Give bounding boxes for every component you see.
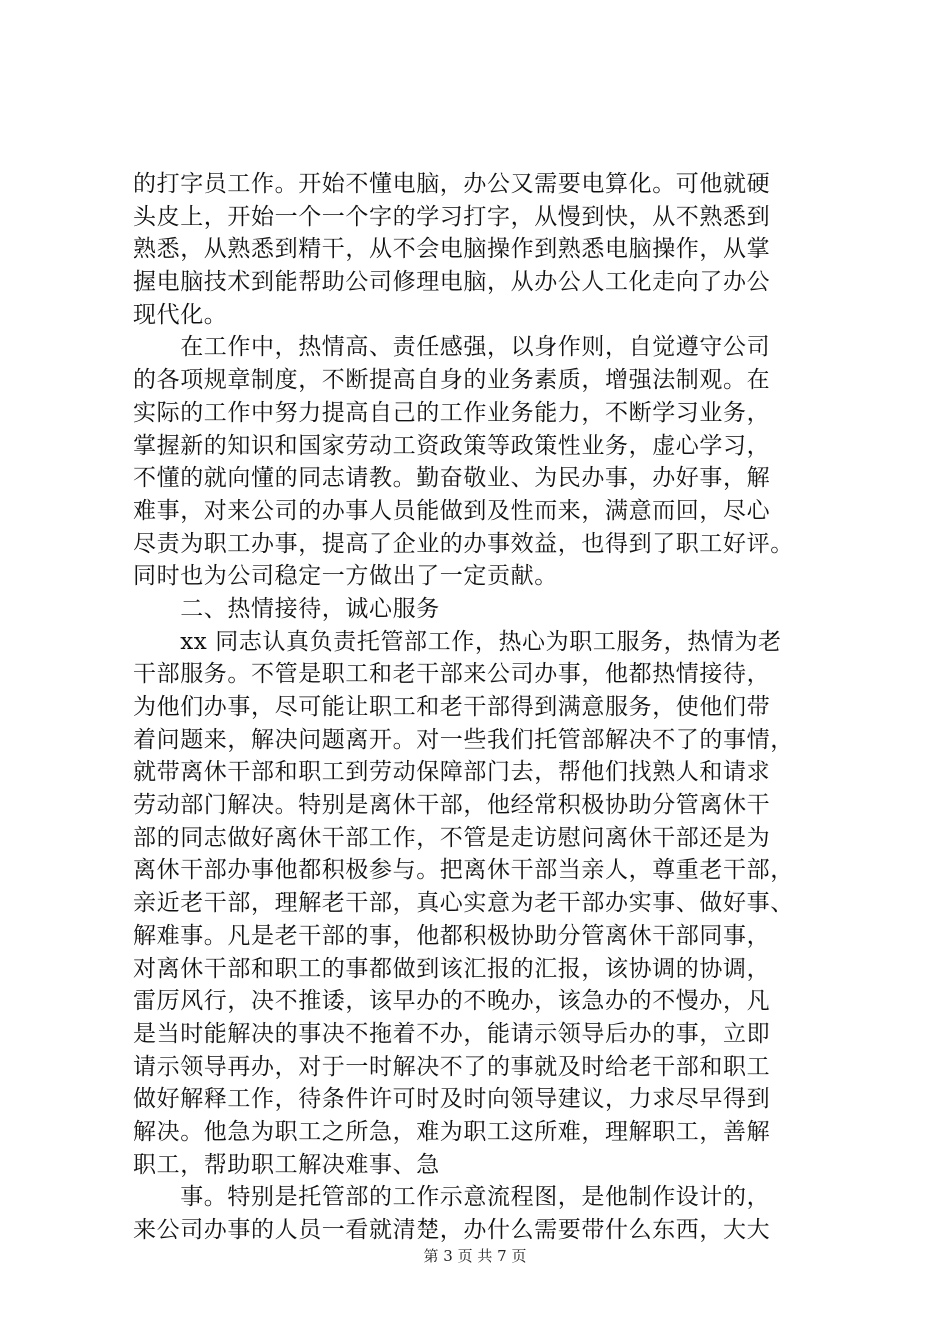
text-line: 劳动部门解决。特别是离休干部，他经常积极协助分管离休干 <box>133 792 771 819</box>
body-text <box>133 168 823 1247</box>
text-line: 实际的工作中努力提高自己的工作业务能力，不断学习业务， <box>133 399 771 426</box>
text-line: 尽责为职工办事，提高了企业的办事效益，也得到了职工好评。 <box>133 530 794 557</box>
text-line: 对离休干部和职工的事都做到该汇报的汇报，该协调的协调， <box>133 955 771 982</box>
text-line: 请示领导再办，对于一时解决不了的事就及时给老干部和职工 <box>133 1053 771 1080</box>
text-line: 不懂的就向懂的同志请教。勤奋敬业、为民办事，办好事，解 <box>133 465 771 492</box>
text-line: 职工，帮助职工解决难事、急 <box>133 1151 440 1178</box>
text-line: 掌握新的知识和国家劳动工资政策等政策性业务，虚心学习， <box>133 432 771 459</box>
text-line: 难事，对来公司的办事人员能做到及性而来，满意而回，尽心 <box>133 497 771 524</box>
text-line: 亲近老干部，理解老干部，真心实意为老干部办实事、做好事、 <box>133 890 794 917</box>
text-line: 事。特别是托管部的工作示意流程图，是他制作设计的， <box>133 1184 771 1211</box>
text-line: 在工作中，热情高、责任感强，以身作则，自觉遵守公司 <box>133 334 771 361</box>
text-line: 雷厉风行，决不推诿，该早办的不晚办，该急办的不慢办，凡 <box>133 988 771 1015</box>
text-line: 解难事。凡是老干部的事，他都积极协助分管离休干部同事， <box>133 922 771 949</box>
text-line: 头皮上，开始一个一个字的学习打字，从慢到快，从不熟悉到 <box>133 203 771 230</box>
text-line: 解决。他急为职工之所急，难为职工这所难，理解职工，善解 <box>133 1118 771 1145</box>
text-line: 来公司办事的人员一看就清楚，办什么需要带什么东西，大大 <box>133 1217 771 1243</box>
text-line: 现代化。 <box>133 301 228 328</box>
text-line: 的打字员工作。开始不懂电脑，办公又需要电算化。可他就硬 <box>133 171 771 197</box>
text-line: 着问题来，解决问题离开。对一些我们托管部解决不了的事情， <box>133 726 794 753</box>
text-line: xx 同志认真负责托管部工作，热心为职工服务，热情为老 <box>133 628 782 655</box>
text-line: 的各项规章制度，不断提高自身的业务素质，增强法制观。在 <box>133 367 771 394</box>
text-line: 就带离休干部和职工到劳动保障部门去，帮他们找熟人和请求 <box>133 759 771 786</box>
section-heading: 二、热情接待，诚心服务 <box>133 595 440 622</box>
page-number-footer: 第 3 页 共 7 页 <box>423 1247 527 1265</box>
text-line: 部的同志做好离休干部工作，不管是走访慰问离休干部还是为 <box>133 824 771 851</box>
text-line: 离休干部办事他都积极参与。把离休干部当亲人，尊重老干部， <box>133 857 794 884</box>
text-line: 熟悉，从熟悉到精干，从不会电脑操作到熟悉电脑操作，从掌 <box>133 236 771 263</box>
text-line: 做好解释工作，待条件许可时及时向领导建议，力求尽早得到 <box>133 1086 771 1113</box>
text-line: 干部服务。不管是职工和老干部来公司办事，他都热情接待， <box>133 661 771 688</box>
text-line: 握电脑技术到能帮助公司修理电脑，从办公人工化走向了办公 <box>133 269 771 296</box>
text-line: 为他们办事，尽可能让职工和老干部得到满意服务，使他们带 <box>133 694 771 720</box>
text-line: 同时也为公司稳定一方做出了一定贡献。 <box>133 563 558 590</box>
text-line: 是当时能解决的事决不拖着不办，能请示领导后办的事，立即 <box>133 1020 771 1047</box>
